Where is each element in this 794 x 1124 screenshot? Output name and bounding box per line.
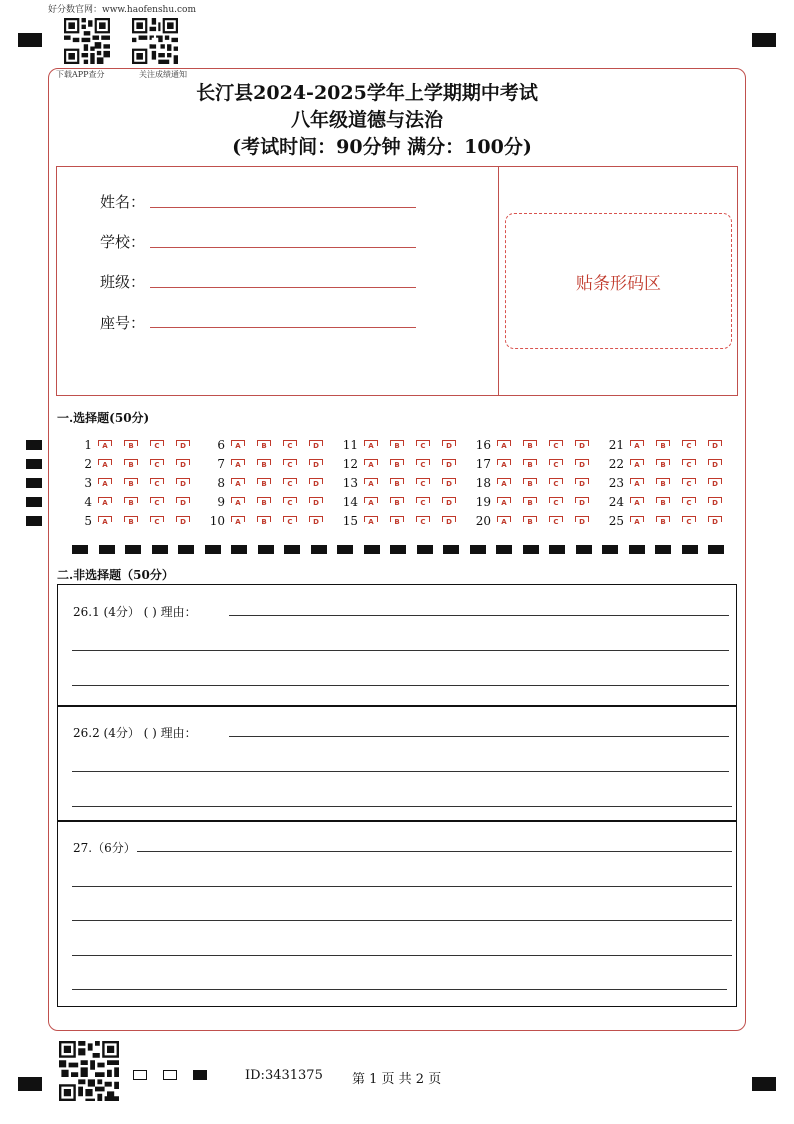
option-bubble-a[interactable]: A — [231, 459, 245, 469]
field-line-seat[interactable] — [150, 327, 416, 328]
option-bubble-d[interactable]: D — [442, 459, 456, 469]
info-divider — [498, 166, 499, 396]
separator-dash — [470, 545, 486, 554]
option-bubble-b[interactable]: B — [390, 516, 404, 526]
option-bubble-c[interactable]: C — [549, 497, 563, 507]
question-number: 20 — [475, 514, 491, 528]
option-bubble-b[interactable]: B — [523, 516, 537, 526]
writing-line[interactable] — [229, 736, 729, 737]
row-marker — [26, 459, 42, 469]
option-bubble-b[interactable]: B — [257, 459, 271, 469]
option-bubble-d[interactable]: D — [575, 497, 589, 507]
question-number: 9 — [217, 495, 225, 509]
separator-dash — [576, 545, 592, 554]
option-bubble-b[interactable]: B — [390, 497, 404, 507]
separator-dash — [523, 545, 539, 554]
page-square-empty — [163, 1070, 177, 1080]
question-number: 3 — [84, 476, 92, 490]
option-bubble-c[interactable]: C — [150, 478, 164, 488]
option-bubble-c[interactable]: C — [682, 516, 696, 526]
option-bubble-d[interactable]: D — [575, 459, 589, 469]
corner-marker-top-right — [752, 33, 776, 47]
separator-dash — [125, 545, 141, 554]
option-bubble-d[interactable]: D — [442, 440, 456, 450]
page-square-filled — [193, 1070, 207, 1080]
option-bubble-d[interactable]: D — [309, 497, 323, 507]
option-bubble-d[interactable]: D — [708, 497, 722, 507]
separator-dash — [496, 545, 512, 554]
option-bubble-d[interactable]: D — [442, 497, 456, 507]
field-label-seat: 座号： — [100, 314, 146, 332]
option-bubble-a[interactable]: A — [231, 497, 245, 507]
writing-line[interactable] — [137, 851, 732, 852]
option-bubble-d[interactable]: D — [176, 440, 190, 450]
option-bubble-d[interactable]: D — [575, 478, 589, 488]
option-bubble-d[interactable]: D — [708, 478, 722, 488]
barcode-label: 贴条形码区 — [576, 273, 661, 294]
option-bubble-b[interactable]: B — [257, 440, 271, 450]
option-bubble-b[interactable]: B — [390, 478, 404, 488]
separator-dash — [337, 545, 353, 554]
option-bubble-b[interactable]: B — [656, 478, 670, 488]
option-bubble-a[interactable]: A — [98, 516, 112, 526]
option-bubble-a[interactable]: A — [364, 497, 378, 507]
question-number: 14 — [342, 495, 358, 509]
question-number: 21 — [608, 438, 624, 452]
option-bubble-d[interactable]: D — [309, 459, 323, 469]
field-label-school: 学校： — [100, 233, 146, 251]
question-number: 6 — [217, 438, 225, 452]
option-bubble-c[interactable]: C — [416, 497, 430, 507]
option-bubble-a[interactable]: A — [497, 478, 511, 488]
section-1-title: 一.选择题(50分) — [57, 411, 150, 425]
exam-title: 长汀县2024-2025学年上学期期中考试 — [196, 82, 538, 104]
option-bubble-a[interactable]: A — [231, 516, 245, 526]
question-number: 24 — [608, 495, 624, 509]
corner-marker-bottom-left — [18, 1077, 42, 1091]
option-bubble-a[interactable]: A — [630, 459, 644, 469]
separator-dash — [311, 545, 327, 554]
option-bubble-b[interactable]: B — [124, 497, 138, 507]
option-bubble-a[interactable]: A — [364, 440, 378, 450]
option-bubble-a[interactable]: A — [630, 497, 644, 507]
question-number: 5 — [84, 514, 92, 528]
option-bubble-a[interactable]: A — [364, 478, 378, 488]
field-label-name: 姓名： — [100, 193, 146, 211]
question-number: 4 — [84, 495, 92, 509]
barcode-area — [505, 213, 732, 349]
question-number: 19 — [475, 495, 491, 509]
option-bubble-c[interactable]: C — [416, 440, 430, 450]
row-marker — [26, 440, 42, 450]
option-bubble-c[interactable]: C — [150, 497, 164, 507]
option-bubble-a[interactable]: A — [630, 478, 644, 488]
option-bubble-c[interactable]: C — [549, 440, 563, 450]
option-bubble-a[interactable]: A — [630, 440, 644, 450]
question-26-1-label: 26.1 (4分） ( ) 理由： — [73, 605, 197, 619]
writing-line[interactable] — [72, 650, 729, 651]
option-bubble-d[interactable]: D — [309, 478, 323, 488]
writing-line[interactable] — [72, 920, 732, 921]
option-bubble-c[interactable]: C — [549, 459, 563, 469]
option-bubble-b[interactable]: B — [124, 516, 138, 526]
option-bubble-a[interactable]: A — [497, 497, 511, 507]
option-bubble-a[interactable]: A — [98, 459, 112, 469]
option-bubble-a[interactable]: A — [630, 516, 644, 526]
option-bubble-b[interactable]: B — [124, 440, 138, 450]
option-bubble-c[interactable]: C — [283, 440, 297, 450]
option-bubble-b[interactable]: B — [390, 440, 404, 450]
option-bubble-c[interactable]: C — [416, 516, 430, 526]
separator-dash — [708, 545, 724, 554]
option-bubble-a[interactable]: A — [497, 440, 511, 450]
field-line-name[interactable] — [150, 207, 416, 208]
option-bubble-b[interactable]: B — [124, 459, 138, 469]
separator-dash — [231, 545, 247, 554]
separator-dash — [629, 545, 645, 554]
separator-dash — [602, 545, 618, 554]
field-label-class: 班级： — [100, 273, 146, 291]
separator-dash — [364, 545, 380, 554]
writing-line[interactable] — [72, 886, 732, 887]
option-bubble-c[interactable]: C — [549, 516, 563, 526]
question-27-label: 27.（6分） — [73, 841, 136, 855]
row-marker — [26, 478, 42, 488]
question-number: 22 — [608, 457, 624, 471]
exam-subject: 八年级道德与法治 — [290, 109, 443, 131]
option-bubble-d[interactable]: D — [575, 440, 589, 450]
option-bubble-a[interactable]: A — [98, 478, 112, 488]
writing-line[interactable] — [72, 955, 732, 956]
option-bubble-b[interactable]: B — [523, 440, 537, 450]
option-bubble-d[interactable]: D — [442, 516, 456, 526]
separator-dash — [72, 545, 88, 554]
separator-dash — [178, 545, 194, 554]
separator-dash — [284, 545, 300, 554]
option-bubble-a[interactable]: A — [231, 478, 245, 488]
question-number: 10 — [209, 514, 225, 528]
site-url: 好分数官网：www.haofenshu.com — [48, 5, 197, 15]
question-number: 2 — [84, 457, 92, 471]
qr-label-download: 下载APP查分 — [56, 70, 105, 79]
separator-dash — [443, 545, 459, 554]
qr-code-download-app[interactable] — [64, 18, 110, 64]
writing-line[interactable] — [72, 685, 729, 686]
separator-dash — [417, 545, 433, 554]
option-bubble-b[interactable]: B — [390, 459, 404, 469]
corner-marker-bottom-right — [752, 1077, 776, 1091]
option-bubble-d[interactable]: D — [309, 516, 323, 526]
option-bubble-b[interactable]: B — [656, 497, 670, 507]
option-bubble-a[interactable]: A — [98, 497, 112, 507]
separator-dash — [99, 545, 115, 554]
option-bubble-a[interactable]: A — [497, 459, 511, 469]
row-marker — [26, 497, 42, 507]
question-number: 15 — [342, 514, 358, 528]
writing-line[interactable] — [229, 615, 729, 616]
option-bubble-d[interactable]: D — [176, 497, 190, 507]
option-bubble-d[interactable]: D — [176, 459, 190, 469]
qr-code-score-notice[interactable] — [132, 18, 178, 64]
writing-line[interactable] — [72, 771, 729, 772]
option-bubble-d[interactable]: D — [575, 516, 589, 526]
question-number: 11 — [342, 438, 358, 452]
separator-dash — [390, 545, 406, 554]
field-line-class[interactable] — [150, 287, 416, 288]
option-bubble-c[interactable]: C — [549, 478, 563, 488]
sheet-id: ID:3431375 — [245, 1068, 323, 1083]
option-bubble-c[interactable]: C — [682, 459, 696, 469]
option-bubble-c[interactable]: C — [283, 516, 297, 526]
exam-duration: (考试时间：90分钟 满分：100分) — [232, 136, 532, 158]
option-bubble-d[interactable]: D — [708, 459, 722, 469]
option-bubble-b[interactable]: B — [523, 497, 537, 507]
question-number: 17 — [475, 457, 491, 471]
corner-marker-top-left — [18, 33, 42, 47]
option-bubble-d[interactable]: D — [708, 516, 722, 526]
separator-dash — [682, 545, 698, 554]
option-bubble-c[interactable]: C — [283, 459, 297, 469]
separator-dash — [152, 545, 168, 554]
option-bubble-d[interactable]: D — [309, 440, 323, 450]
question-number: 23 — [608, 476, 624, 490]
row-marker — [26, 516, 42, 526]
answer-box-27 — [57, 821, 737, 1007]
question-number: 18 — [475, 476, 491, 490]
question-number: 12 — [342, 457, 358, 471]
separator-dash — [549, 545, 565, 554]
option-bubble-a[interactable]: A — [497, 516, 511, 526]
qr-code-footer — [59, 1041, 119, 1101]
option-bubble-d[interactable]: D — [442, 478, 456, 488]
option-bubble-c[interactable]: C — [416, 459, 430, 469]
option-bubble-b[interactable]: B — [257, 478, 271, 488]
option-bubble-b[interactable]: B — [656, 440, 670, 450]
page-indicator: 第 1 页 共 2 页 — [352, 1072, 442, 1087]
question-number: 16 — [475, 438, 491, 452]
option-bubble-a[interactable]: A — [98, 440, 112, 450]
question-number: 1 — [84, 438, 92, 452]
option-bubble-b[interactable]: B — [523, 478, 537, 488]
option-bubble-b[interactable]: B — [257, 497, 271, 507]
question-number: 8 — [217, 476, 225, 490]
qr-label-notice: 关注成绩通知 — [139, 70, 187, 79]
option-bubble-c[interactable]: C — [283, 497, 297, 507]
question-number: 25 — [608, 514, 624, 528]
option-bubble-c[interactable]: C — [150, 459, 164, 469]
option-bubble-c[interactable]: C — [150, 516, 164, 526]
option-bubble-c[interactable]: C — [682, 478, 696, 488]
option-bubble-c[interactable]: C — [682, 497, 696, 507]
option-bubble-a[interactable]: A — [231, 440, 245, 450]
option-bubble-c[interactable]: C — [416, 478, 430, 488]
option-bubble-b[interactable]: B — [124, 478, 138, 488]
option-bubble-c[interactable]: C — [283, 478, 297, 488]
option-bubble-b[interactable]: B — [257, 516, 271, 526]
writing-line[interactable] — [72, 806, 732, 807]
writing-line[interactable] — [72, 989, 727, 990]
option-bubble-a[interactable]: A — [364, 516, 378, 526]
option-bubble-b[interactable]: B — [656, 459, 670, 469]
separator-dash — [258, 545, 274, 554]
option-bubble-b[interactable]: B — [656, 516, 670, 526]
option-bubble-c[interactable]: C — [682, 440, 696, 450]
option-bubble-d[interactable]: D — [176, 478, 190, 488]
question-number: 7 — [217, 457, 225, 471]
option-bubble-b[interactable]: B — [523, 459, 537, 469]
question-26-2-label: 26.2 (4分） ( ) 理由： — [73, 726, 197, 740]
page-square-empty — [133, 1070, 147, 1080]
option-bubble-c[interactable]: C — [150, 440, 164, 450]
separator-dash — [205, 545, 221, 554]
separator-dash — [655, 545, 671, 554]
section-2-title: 二.非选择题（50分） — [57, 568, 174, 582]
field-line-school[interactable] — [150, 247, 416, 248]
question-number: 13 — [342, 476, 358, 490]
option-bubble-a[interactable]: A — [364, 459, 378, 469]
option-bubble-d[interactable]: D — [176, 516, 190, 526]
option-bubble-d[interactable]: D — [708, 440, 722, 450]
